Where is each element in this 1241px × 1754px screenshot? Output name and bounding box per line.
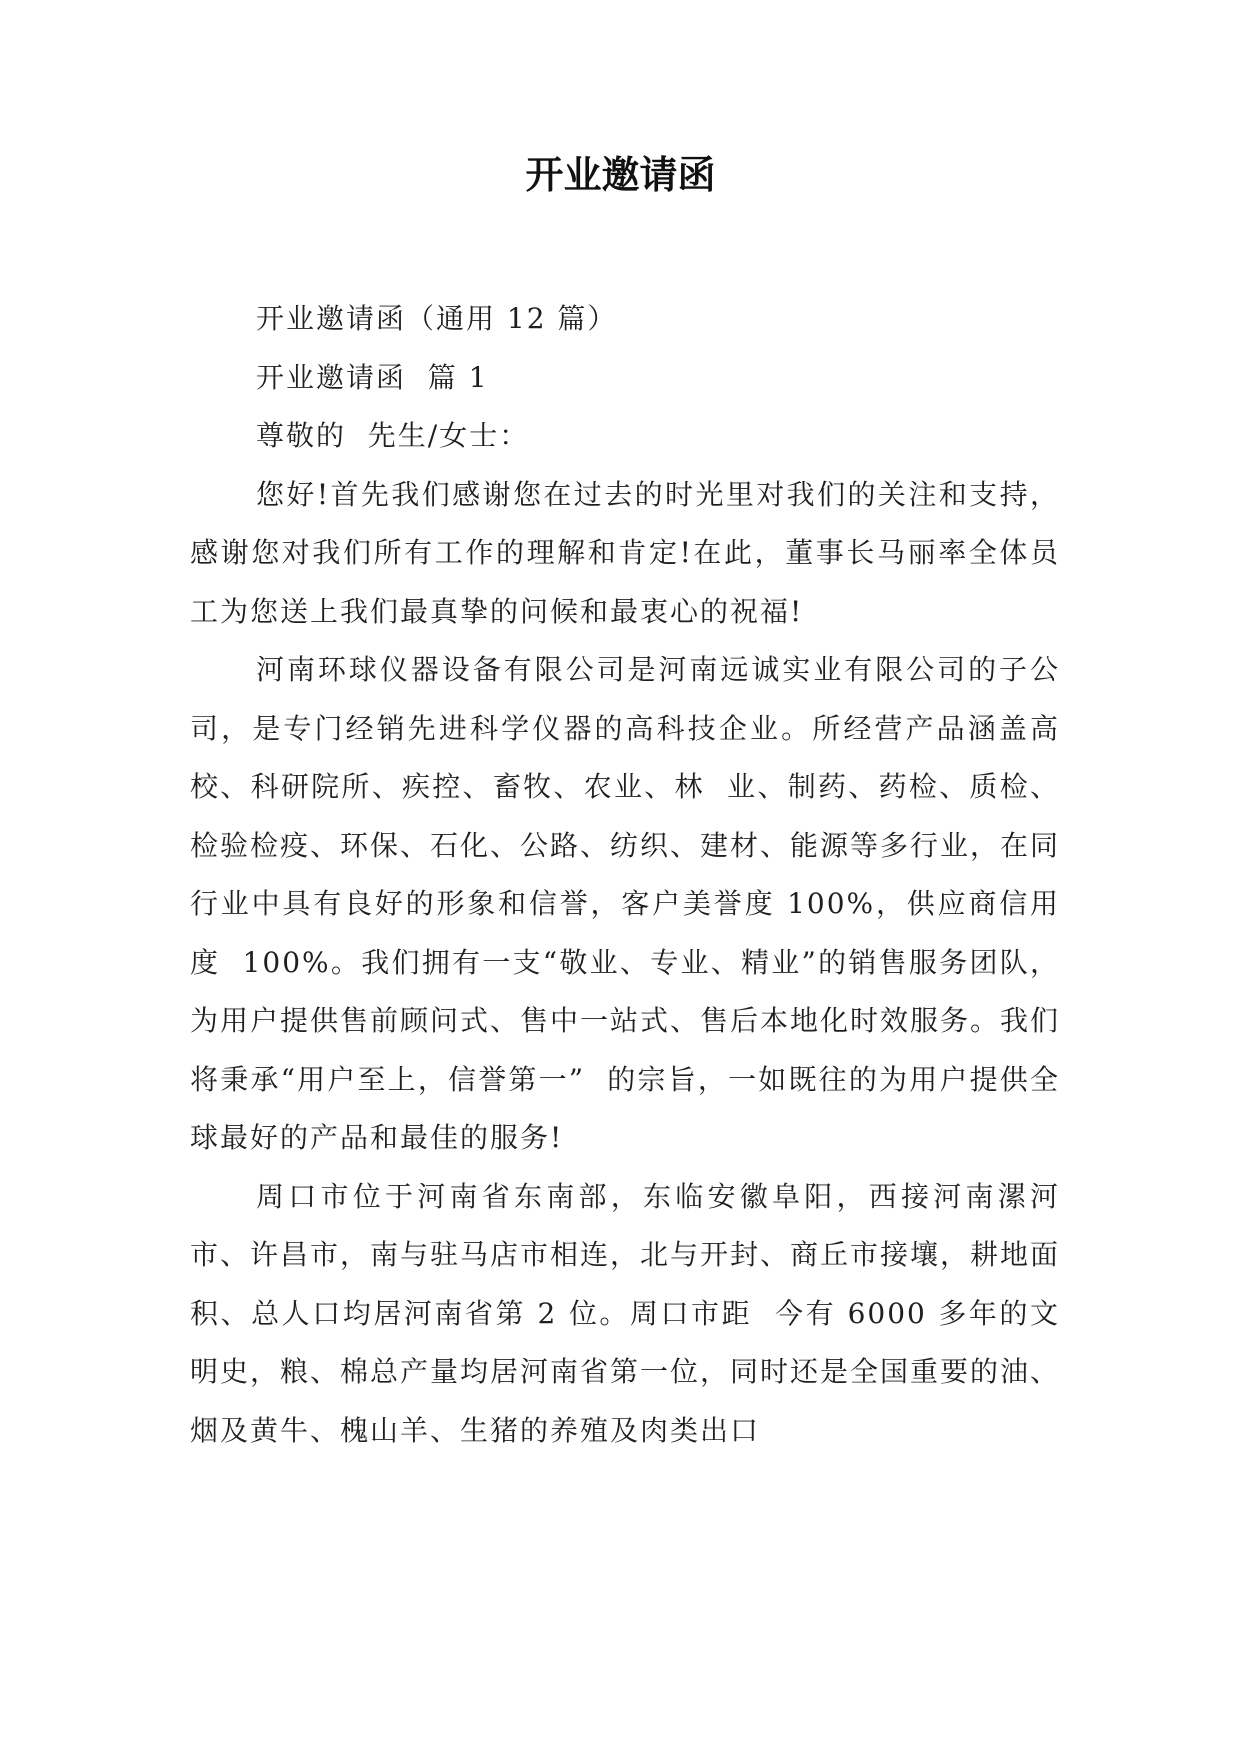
- body-paragraph: 河南环球仪器设备有限公司是河南远诚实业有限公司的子公司，是专门经销先进科学仪器的高科技企业。所经营产品涵盖高校、科研院所、疾控、畜牧、农业、林 业、制药、药检、质检、检验检疫、环保、石化、公路、纺织、建材、能源等多行业，在同行业中具有良好的形象和信誉，客户美誉度 100%，供应商信用度 100%。我们拥有一支“敬业、专业、精业”的销售服务团队，为用户提供售前顾问式、售中一站式、售后本地化时效服务。我们将秉承“用户至上，信誉第一” 的宗旨，一如既往的为用户提供全球最好的产品和最佳的服务!: [190, 653, 1061, 1154]
- salutation: 尊敬的 先生/女士：: [256, 419, 530, 452]
- body-paragraph: 周口市位于河南省东南部，东临安徽阜阳，西接河南漯河市、许昌市，南与驻马店市相连，北与开封、商丘市接壤，耕地面积、总人口均居河南省第 2 位。周口市距 今有 6000 多年的文明史，粮、棉总产量均居河南省第一位，同时还是全国重要的油、烟及黄牛、槐山羊、生猪的养殖及肉类出口: [190, 1179, 1061, 1447]
- document-subtitle: 开业邀请函（通用 12 篇）: [256, 302, 618, 335]
- document-body: [190, 290, 1060, 1460]
- body-paragraph: 您好!首先我们感谢您在过去的时光里对我们的关注和支持，感谢您对我们所有工作的理解和肯定!在此，董事长马丽率全体员工为您送上我们最真挚的问候和最衷心的祝福!: [190, 477, 1060, 628]
- section-heading: 开业邀请函 篇 1: [256, 360, 489, 394]
- document-title: 开业邀请函: [525, 153, 716, 197]
